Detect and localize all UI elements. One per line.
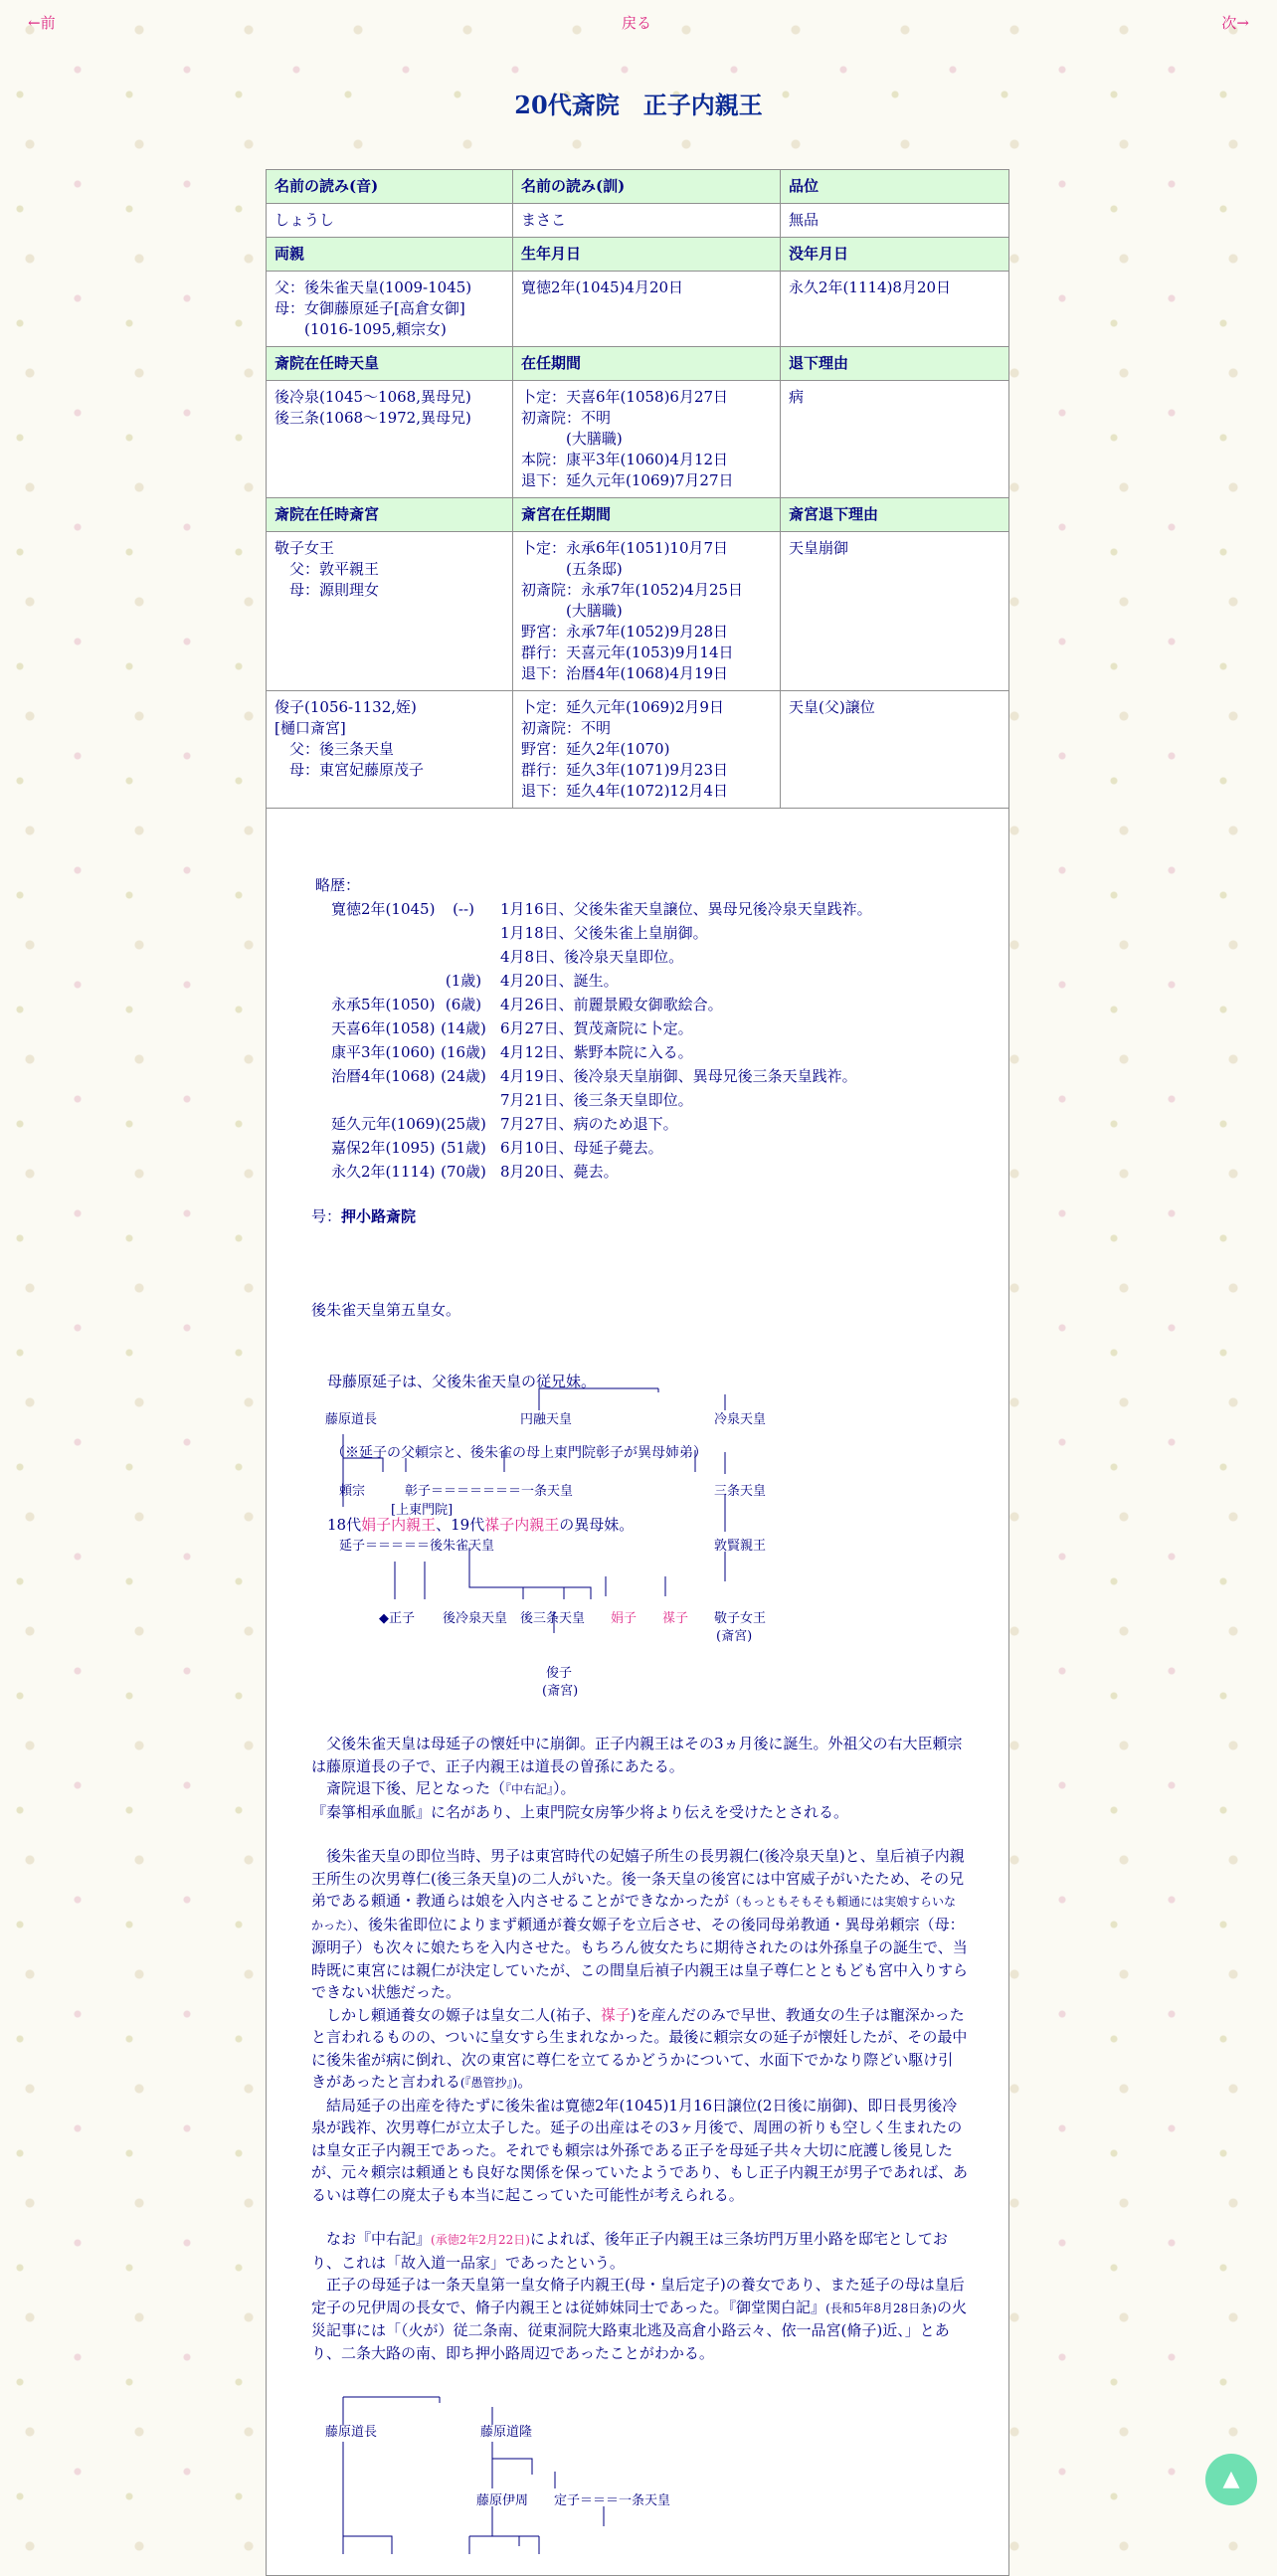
history-event: 6月27日、賀茂斎院に卜定。 [500, 1019, 693, 1037]
history-year [331, 969, 431, 993]
tree-node: 藤原道長 [325, 2425, 378, 2440]
table-header-row [267, 347, 1009, 381]
bio-line: （※延子の父頼宗と、後朱雀の母上東門院彰子が異母姉弟） [331, 1445, 707, 1461]
table-cell: 卜定：天喜6年(1058)6月27日 初斎院：不明 (大膳職) 本院：康平3年(1060)4月12日 退下：延久元年(1069)7月27日 [513, 381, 781, 498]
paragraph: しかし頼通養女の嫄子は皇女二人(祐子、禖子)を産んだのみで早世、教通女の生子は寵深かったと言われるものの、ついに皇女すら生まれなかった。最後に頼宗女の延子が懐妊したが、その最中に後朱雀が病に倒れ、次の東宮に尊仁を立てるかどうかについて、水面下でかなり際どい駆け引きがあったと言われる(『愚管抄』)。 [311, 2005, 968, 2091]
table-row [267, 532, 1009, 691]
table-cell: 俊子(1056-1132,姪) [樋口斎宮] 父：後三条天皇 母：東宮妃藤原茂子 [267, 691, 513, 809]
history-age: (24歳) [441, 1067, 486, 1085]
table-header-cell: 品位 [781, 170, 1009, 204]
history-age: (14歳) [441, 1019, 486, 1037]
table-cell: 父：後朱雀天皇(1009-1045) 母：女御藤原延子[高倉女御] (1016-1095,頼宗女) [267, 272, 513, 347]
history-year: 嘉保2年(1095) [331, 1139, 436, 1157]
history-year: 康平3年(1060) [331, 1043, 436, 1061]
table-header-cell: 名前の読み(訓) [513, 170, 781, 204]
history-age [439, 921, 488, 945]
table-header-cell: 斎院在任時天皇 [267, 347, 513, 381]
table-header-cell: 在任期間 [513, 347, 781, 381]
info-table [266, 169, 1009, 809]
table-row [267, 272, 1009, 347]
table-header-cell: 没年月日 [781, 238, 1009, 272]
paragraph: 父後朱雀天皇は母延子の懐妊中に崩御。正子内親王はその3ヵ月後に誕生。外祖父の右大臣頼宗は藤原道長の子で、正子内親王は道長の曽孫にあたる。 [311, 1735, 963, 1775]
scroll-top-button[interactable]: ▲ [1205, 2454, 1257, 2505]
history-row [315, 1136, 992, 1160]
history-year: 永久2年(1114) [331, 1163, 436, 1181]
tree-node: (斎宮) [542, 1684, 579, 1699]
tree-node: 三条天皇 [714, 1484, 767, 1499]
tree-node: 後冷泉天皇 [443, 1611, 508, 1626]
tree-node: 敦賢親王 [714, 1539, 767, 1554]
tree-node: 俊子 [546, 1666, 573, 1681]
table-header-cell: 名前の読み(音) [267, 170, 513, 204]
next-link[interactable]: 次→ [1221, 14, 1249, 32]
kenshi-link[interactable]: 娟子内親王 [361, 1516, 437, 1534]
tree-node: 彰子＝＝＝＝＝＝＝一条天皇 [405, 1484, 574, 1499]
tree-node: 延子＝＝＝＝＝後朱雀天皇 [339, 1539, 495, 1554]
tree-node: 冷泉天皇 [714, 1412, 767, 1427]
tree-node[interactable]: 禖子 [662, 1611, 689, 1626]
baishi-link[interactable]: 禖子 [600, 2005, 631, 2024]
table-cell: まさこ [513, 204, 781, 238]
table-header-cell: 退下理由 [781, 347, 1009, 381]
table-cell: 卜定：延久元年(1069)2月9日 初斎院：不明 野宮：延久2年(1070) 群行：延久3年(1071)9月23日 退下：延久4年(1072)12月4日 [513, 691, 781, 809]
history-age: (1歳) [445, 972, 482, 990]
table-cell: 無品 [781, 204, 1009, 238]
prev-link[interactable]: ←前 [28, 14, 56, 32]
history-row [315, 1088, 992, 1112]
history-event: 1月16日、父後朱雀天皇譲位、異母兄後冷泉天皇践祚。 [500, 900, 872, 918]
history-year: 永承5年(1050) [331, 996, 436, 1013]
history-event: 8月20日、薨去。 [500, 1163, 619, 1181]
history-row [315, 969, 992, 993]
history-row [315, 1016, 992, 1040]
history-event: 4月8日、後冷泉天皇即位。 [500, 948, 684, 966]
go-line [311, 1205, 988, 1226]
history-row [315, 921, 992, 945]
history-year: 寛徳2年(1045) [331, 900, 436, 918]
page-title: 20代斎院 正子内親王 [514, 91, 763, 119]
history-row [315, 1040, 992, 1064]
table-cell: 後冷泉(1045～1068,異母兄) 後三条(1068～1972,異母兄) [267, 381, 513, 498]
history-event: 4月26日、前麗景殿女御歌絵合。 [500, 996, 723, 1013]
history-row [315, 897, 992, 921]
history-event: 4月19日、後冷泉天皇崩御、異母兄後三条天皇践祚。 [500, 1067, 857, 1085]
go-name: 押小路斎院 [341, 1207, 417, 1225]
history-event: 7月27日、病のため退下。 [500, 1115, 678, 1133]
history-year: 治暦4年(1068) [331, 1067, 436, 1085]
history-age: (70歳) [441, 1163, 486, 1181]
tree-node: [上東門院] [391, 1503, 454, 1518]
table-header-row [267, 170, 1009, 204]
table-cell: 病 [781, 381, 1009, 498]
history-age [439, 1088, 488, 1112]
table-cell: 卜定：永承6年(1051)10月7日 (五条邸) 初斎院：永承7年(1052)4月25日 (大膳職) 野宮：永承7年(1052)9月28日 群行：天喜元年(1053)9月14日 退下：治暦4年(1068)4月19日 [513, 532, 781, 691]
family-tree-2-lines [266, 2387, 1009, 2554]
history-event: 7月21日、後三条天皇即位。 [500, 1091, 693, 1109]
table-row [267, 381, 1009, 498]
table-header-cell: 斎宮退下理由 [781, 498, 1009, 532]
back-link[interactable]: 戻る [622, 14, 652, 32]
table-cell: 天皇崩御 [781, 532, 1009, 691]
paragraph: 後朱雀天皇の即位当時、男子は東宮時代の妃嬉子所生の長男親仁(後冷泉天皇)と、皇后禎子内親王所生の次男尊仁(後三条天皇)の二人がいた。後一条天皇の後宮には中宮威子がいたため、その兄弟である頼通・教通らは娘を入内させることができなかったが（もっともそもそも頼通には実娘すらいなかった）、後朱雀即位によりまず頼通が養女嫄子を立后させ、その後同母弟教通・異母弟頼宗（母：源明子）も次々に娘たちを入内させた。もちろん彼女たちに期待されたのは外孫皇子の誕生で、当時既に東宮には親仁が決定していたが、この間皇后禎子内親王は皇子尊仁とともども宮中入りすらできない状態だった。 [311, 1847, 969, 2001]
tree-node: 後三条天皇 [520, 1611, 586, 1626]
paragraph: 結局延子の出産を待たずに後朱雀は寛徳2年(1045)1月16日譲位(2日後に崩御)、即日長男後冷泉が践祚、次男尊仁が立太子した。延子の出産はその3ヶ月後で、周囲の祈りも空しく生まれたのは皇女正子内親王であった。それでも頼宗は外孫である正子を母延子共々大切に庇護し後見したが、元々頼宗は頼通とも良好な関係を保っていたようであり、もし正子内親王が男子であれば、あるいは尊仁の廃太子も本当に起こっていた可能性が考えられる。 [311, 2096, 969, 2204]
paragraph: 斎院退下後、尼となった（『中右記』）。 [311, 1779, 576, 1797]
table-header-cell: 生年月日 [513, 238, 781, 272]
bio-line: 母藤原延子は、父後朱雀天皇の従兄妹。 [327, 1373, 597, 1390]
history-list [315, 897, 992, 1184]
history-section [315, 873, 992, 1184]
bio-line: 18代娟子内親王、19代禖子内親王の異母妹。 [327, 1516, 635, 1534]
history-row [315, 945, 992, 969]
prose-section [311, 1733, 968, 2364]
history-age: (51歳) [441, 1139, 486, 1157]
table-header-row [267, 238, 1009, 272]
history-row [315, 1112, 992, 1136]
tree-node: 円融天皇 [520, 1412, 573, 1427]
table-header-row [267, 498, 1009, 532]
history-age: (25歳) [441, 1115, 486, 1133]
paragraph: なお『中右記』(承徳2年2月22日)によれば、後年正子内親王は三条坊門万里小路を邸宅としており、これは「故入道一品家」であったという。 [311, 2230, 948, 2272]
history-row [315, 1160, 992, 1184]
history-label: 略歴： [315, 876, 361, 894]
go-label: 号： [311, 1207, 342, 1225]
history-age: (--) [453, 900, 474, 918]
bio-line: 後朱雀天皇第五皇女。 [311, 1301, 461, 1319]
tree-node[interactable]: 娟子 [611, 1611, 638, 1626]
paragraph: 『秦箏相承血脈』に名があり、上東門院女房筝少将より伝えを受けたとされる。 [311, 1802, 849, 1821]
table-header-cell: 斎院在任時斎宮 [267, 498, 513, 532]
tree-node: 定子＝＝＝一条天皇 [554, 2493, 671, 2508]
paragraph: 正子の母延子は一条天皇第一皇女脩子内親王(母・皇后定子)の養女であり、また延子の母は皇后定子の兄伊周の長女で、脩子内親王とは従姉妹同士であった。『御堂関白記』(長和5年8月28日条)の火災記事には「（火が）従二条南、従東洞院大路東北逃及高倉小路云々、依一品宮(脩子)近、」とあり、二条大路の南、即ち押小路周辺であったことがわかる。 [311, 2276, 967, 2362]
history-event: 1月18日、父後朱雀上皇崩御。 [500, 924, 708, 942]
history-row [315, 1064, 992, 1088]
table-row [267, 204, 1009, 238]
tree-node: (斎宮) [716, 1629, 753, 1644]
history-event: 4月12日、紫野本院に入る。 [500, 1043, 693, 1061]
table-header-cell: 両親 [267, 238, 513, 272]
table-row [267, 691, 1009, 809]
history-event: 6月10日、母延子薨去。 [500, 1139, 663, 1157]
tree-node: 藤原伊周 [476, 2493, 529, 2508]
table-cell: しょうし [267, 204, 513, 238]
history-event: 4月20日、誕生。 [500, 972, 619, 990]
history-year [331, 945, 431, 969]
history-year [331, 1088, 431, 1112]
history-age [439, 945, 488, 969]
table-cell: 敬子女王 父：敦平親王 母：源則理女 [267, 532, 513, 691]
tree-node: ◆正子 [379, 1611, 415, 1626]
baishi-link[interactable]: 禖子内親王 [484, 1516, 560, 1534]
table-header-cell: 斎宮在任期間 [513, 498, 781, 532]
tree-node: 頼宗 [339, 1484, 366, 1499]
history-age: (16歳) [441, 1043, 486, 1061]
tree-node: 藤原道隆 [480, 2425, 533, 2440]
tree-node: 敬子女王 [714, 1611, 767, 1626]
table-cell: 永久2年(1114)8月20日 [781, 272, 1009, 347]
tree-node: 藤原道長 [325, 1412, 378, 1427]
history-year [331, 921, 431, 945]
history-age: (6歳) [445, 996, 482, 1013]
history-year: 天喜6年(1058) [331, 1019, 436, 1037]
history-year: 延久元年(1069) [331, 1115, 441, 1133]
history-row [315, 993, 992, 1016]
table-cell: 天皇(父)譲位 [781, 691, 1009, 809]
table-cell: 寛徳2年(1045)4月20日 [513, 272, 781, 347]
